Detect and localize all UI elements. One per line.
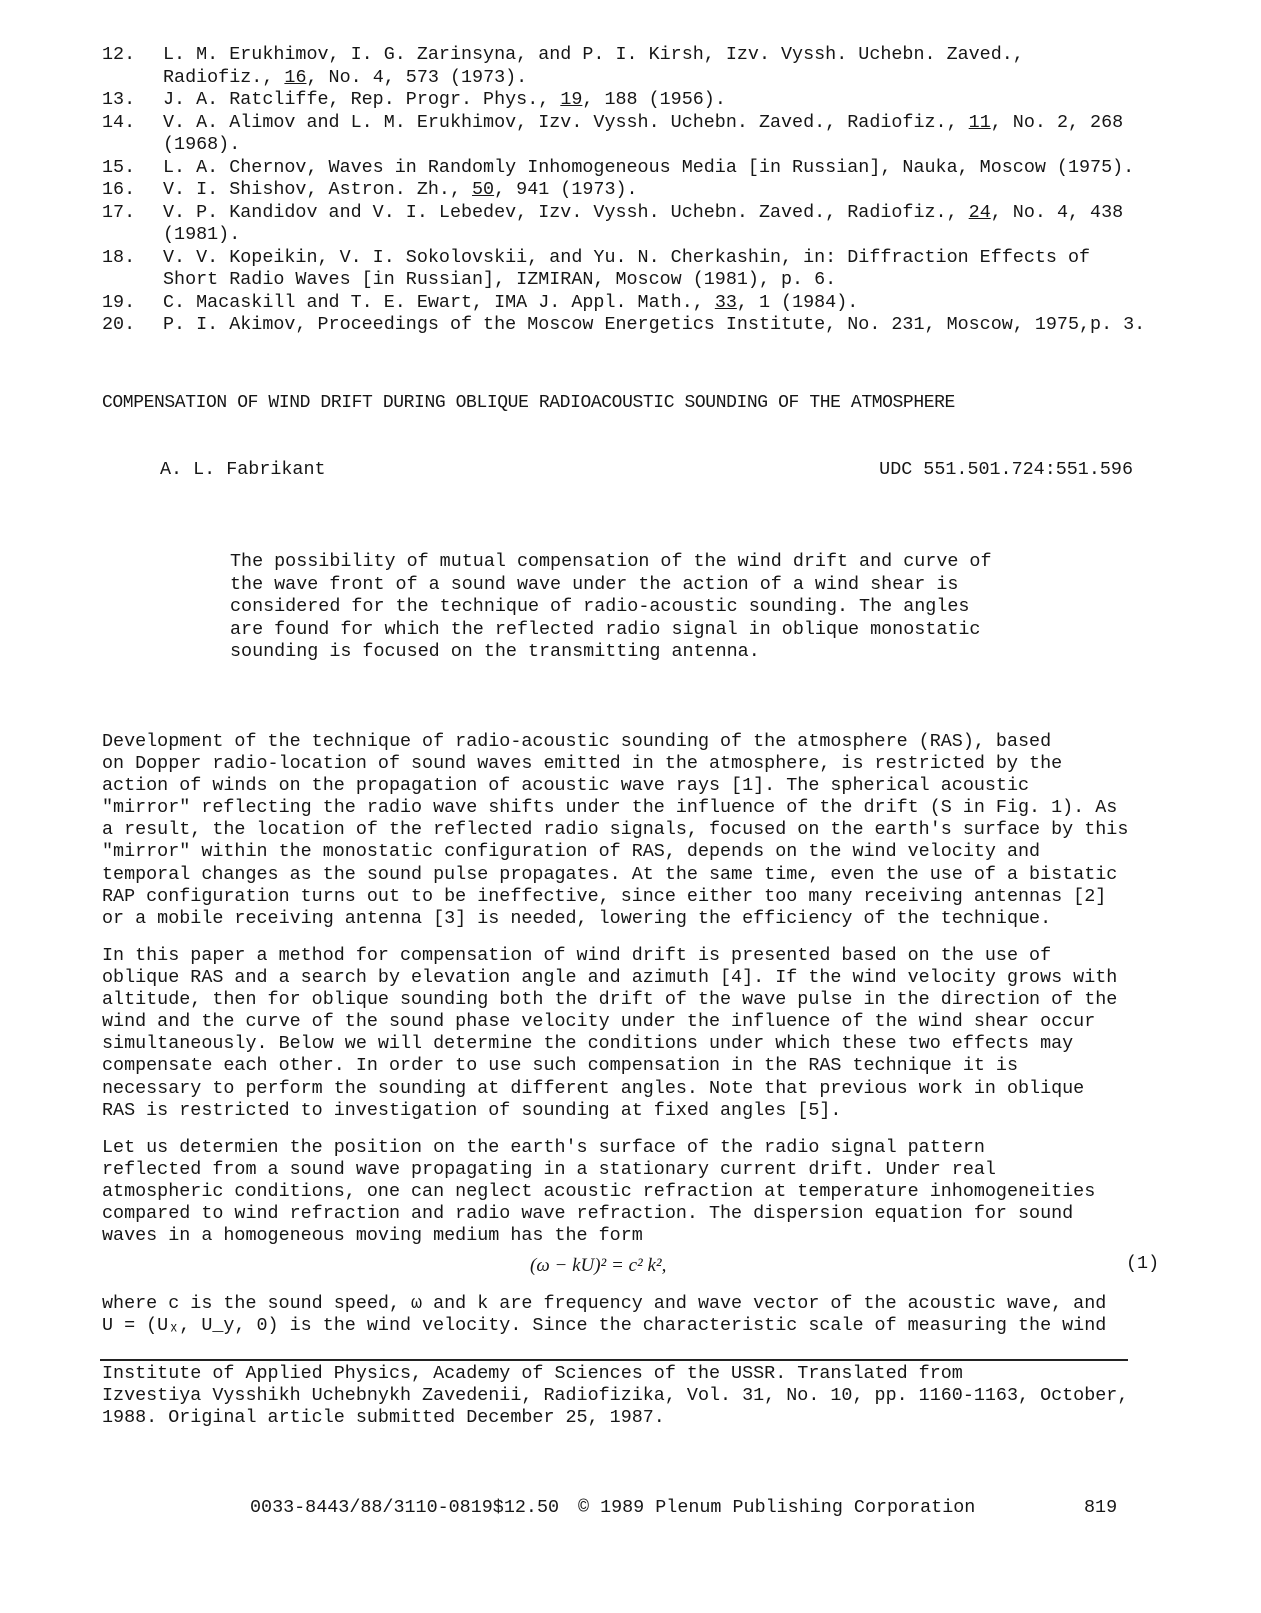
reference-number: 13. <box>102 89 136 110</box>
reference-text: J. A. Ratcliffe, Rep. Progr. Phys., 19, 188 (1956). <box>163 89 726 110</box>
article-code: 0033-8443/88/3110-0819$12.50 <box>250 1497 560 1518</box>
reference-volume: 16 <box>284 66 307 88</box>
reference-item <box>102 89 1222 112</box>
equation-number: (1) <box>1126 1253 1160 1274</box>
reference-number: 19. <box>102 291 136 313</box>
reference-volume: 19 <box>560 89 583 110</box>
reference-item <box>102 157 1222 180</box>
article-author: A. L. Fabrikant <box>160 459 326 480</box>
reference-item <box>102 112 1222 157</box>
reference-item <box>102 292 1222 315</box>
reference-volume: 24 <box>968 201 991 223</box>
article-title: COMPENSATION OF WIND DRIFT DURING OBLIQUE RADIOACOUSTIC SOUNDING OF THE ATMOSPHERE <box>102 393 955 413</box>
equation-1: (ω − kU)² = c² k², <box>530 1255 667 1276</box>
reference-number: 18. <box>102 246 136 268</box>
body-paragraph-3: Let us determien the position on the earth's surface of the radio signal pattern reflected from a sound wave propagating in a stationary current drift. Under real atmospheric conditions, one can neglect acoustic refraction at temperature inhomogeneities compared to wind refraction and radio wave refraction. The dispersion equation for sound waves in a homogeneous moving medium has the form <box>102 1137 1096 1247</box>
reference-item <box>102 247 1222 292</box>
footnote: Institute of Applied Physics, Academy of Sciences of the USSR. Translated from Izvestiya Vysshikh Uchebnykh Zavedenii, Radiofizika, Vol. 31, No. 10, pp. 1160-1163, October, 1988. Original article submitted December 25, 1987. <box>102 1363 1129 1428</box>
udc-code: UDC 551.501.724:551.596 <box>879 459 1133 480</box>
reference-text: V. P. Kandidov and V. I. Lebedev, Izv. Vyssh. Uchebn. Zaved., Radiofiz., 24, No. 4, 438 (1981). <box>163 201 1124 245</box>
reference-number: 17. <box>102 201 136 223</box>
reference-item <box>102 314 1222 337</box>
reference-volume: 11 <box>968 111 991 133</box>
reference-number: 14. <box>102 111 136 133</box>
reference-text: C. Macaskill and T. E. Ewart, IMA J. Appl. Math., 33, 1 (1984). <box>163 291 859 313</box>
reference-text: P. I. Akimov, Proceedings of the Moscow Energetics Institute, No. 231, Moscow, 1975,p. 3. <box>163 314 1146 335</box>
reference-text: V. V. Kopeikin, V. I. Sokolovskii, and Yu. N. Cherkashin, in: Diffraction Effects of Short Radio Waves [in Russian], IZMIRAN, Moscow (1981), p. 6. <box>163 246 1091 290</box>
reference-text: V. I. Shishov, Astron. Zh., 50, 941 (1973). <box>163 179 638 200</box>
body-paragraph-1: Development of the technique of radio-acoustic sounding of the atmosphere (RAS), based on Dopper radio-location of sound waves emitted in the atmosphere, is restricted by the action of winds on the propagation of acoustic wave rays [1]. The spherical acoustic "mirror" reflecting the radio wave shifts under the influence of the drift (S in Fig. 1). As a result, the location of the reflected radio signals, focused on the earth's surface by this "mirror" within the monostatic configuration of RAS, depends on the wind velocity and temporal changes as the sound pulse propagates. At the same time, even the use of a bistatic RAP configuration turns out to be ineffective, since either too many receiving antennas [2] or a mobile receiving antenna [3] is needed, lowering the efficiency of the technique. <box>102 731 1129 929</box>
reference-text: L. A. Chernov, Waves in Randomly Inhomogeneous Media [in Russian], Nauka, Moscow (1975). <box>163 156 1135 178</box>
page-number: 819 <box>1084 1497 1118 1518</box>
reference-number: 12. <box>102 44 136 65</box>
reference-text: L. M. Erukhimov, I. G. Zarinsyna, and P. I. Kirsh, Izv. Vyssh. Uchebn. Zaved., Radiofiz., 16, No. 4, 573 (1973). <box>163 44 1024 88</box>
reference-volume: 50 <box>472 179 495 200</box>
body-paragraph-4: where c is the sound speed, ω and k are frequency and wave vector of the acoustic wave, and U = (Uₓ, U_y, 0) is the wind velocity. Since the characteristic scale of measuring the wind <box>102 1293 1107 1337</box>
reference-number: 20. <box>102 314 136 335</box>
reference-number: 16. <box>102 179 136 200</box>
footnote-divider <box>100 1359 1128 1361</box>
abstract: The possibility of mutual compensation of the wind drift and curve of the wave front of a sound wave under the action of a wind shear is considered for the technique of radio-acoustic sounding. The angles are found for which the reflected radio signal in oblique monostatic sounding is focused on the transmitting antenna. <box>230 551 992 663</box>
reference-number: 15. <box>102 156 136 178</box>
reference-text: V. A. Alimov and L. M. Erukhimov, Izv. Vyssh. Uchebn. Zaved., Radiofiz., 11, No. 2, 268 (1968). <box>163 111 1124 155</box>
reference-item <box>102 202 1222 247</box>
reference-item <box>102 179 1222 202</box>
body-paragraph-2: In this paper a method for compensation of wind drift is presented based on the use of oblique RAS and a search by elevation angle and azimuth [4]. If the wind velocity grows with altitude, then for oblique sounding both the drift of the wave pulse in the direction of the wind and the curve of the sound phase velocity under the influence of the wind shear occur simultaneously. Below we will determine the conditions under which these two effects may compensate each other. In order to use such compensation in the RAS technique it is necessary to perform the sounding at different angles. Note that previous work in oblique RAS is restricted to investigation of sounding at fixed angles [5]. <box>102 945 1118 1121</box>
reference-volume: 33 <box>714 291 737 313</box>
copyright-notice: © 1989 Plenum Publishing Corporation <box>578 1497 976 1518</box>
reference-item <box>102 44 1222 89</box>
reference-list <box>102 44 1222 337</box>
